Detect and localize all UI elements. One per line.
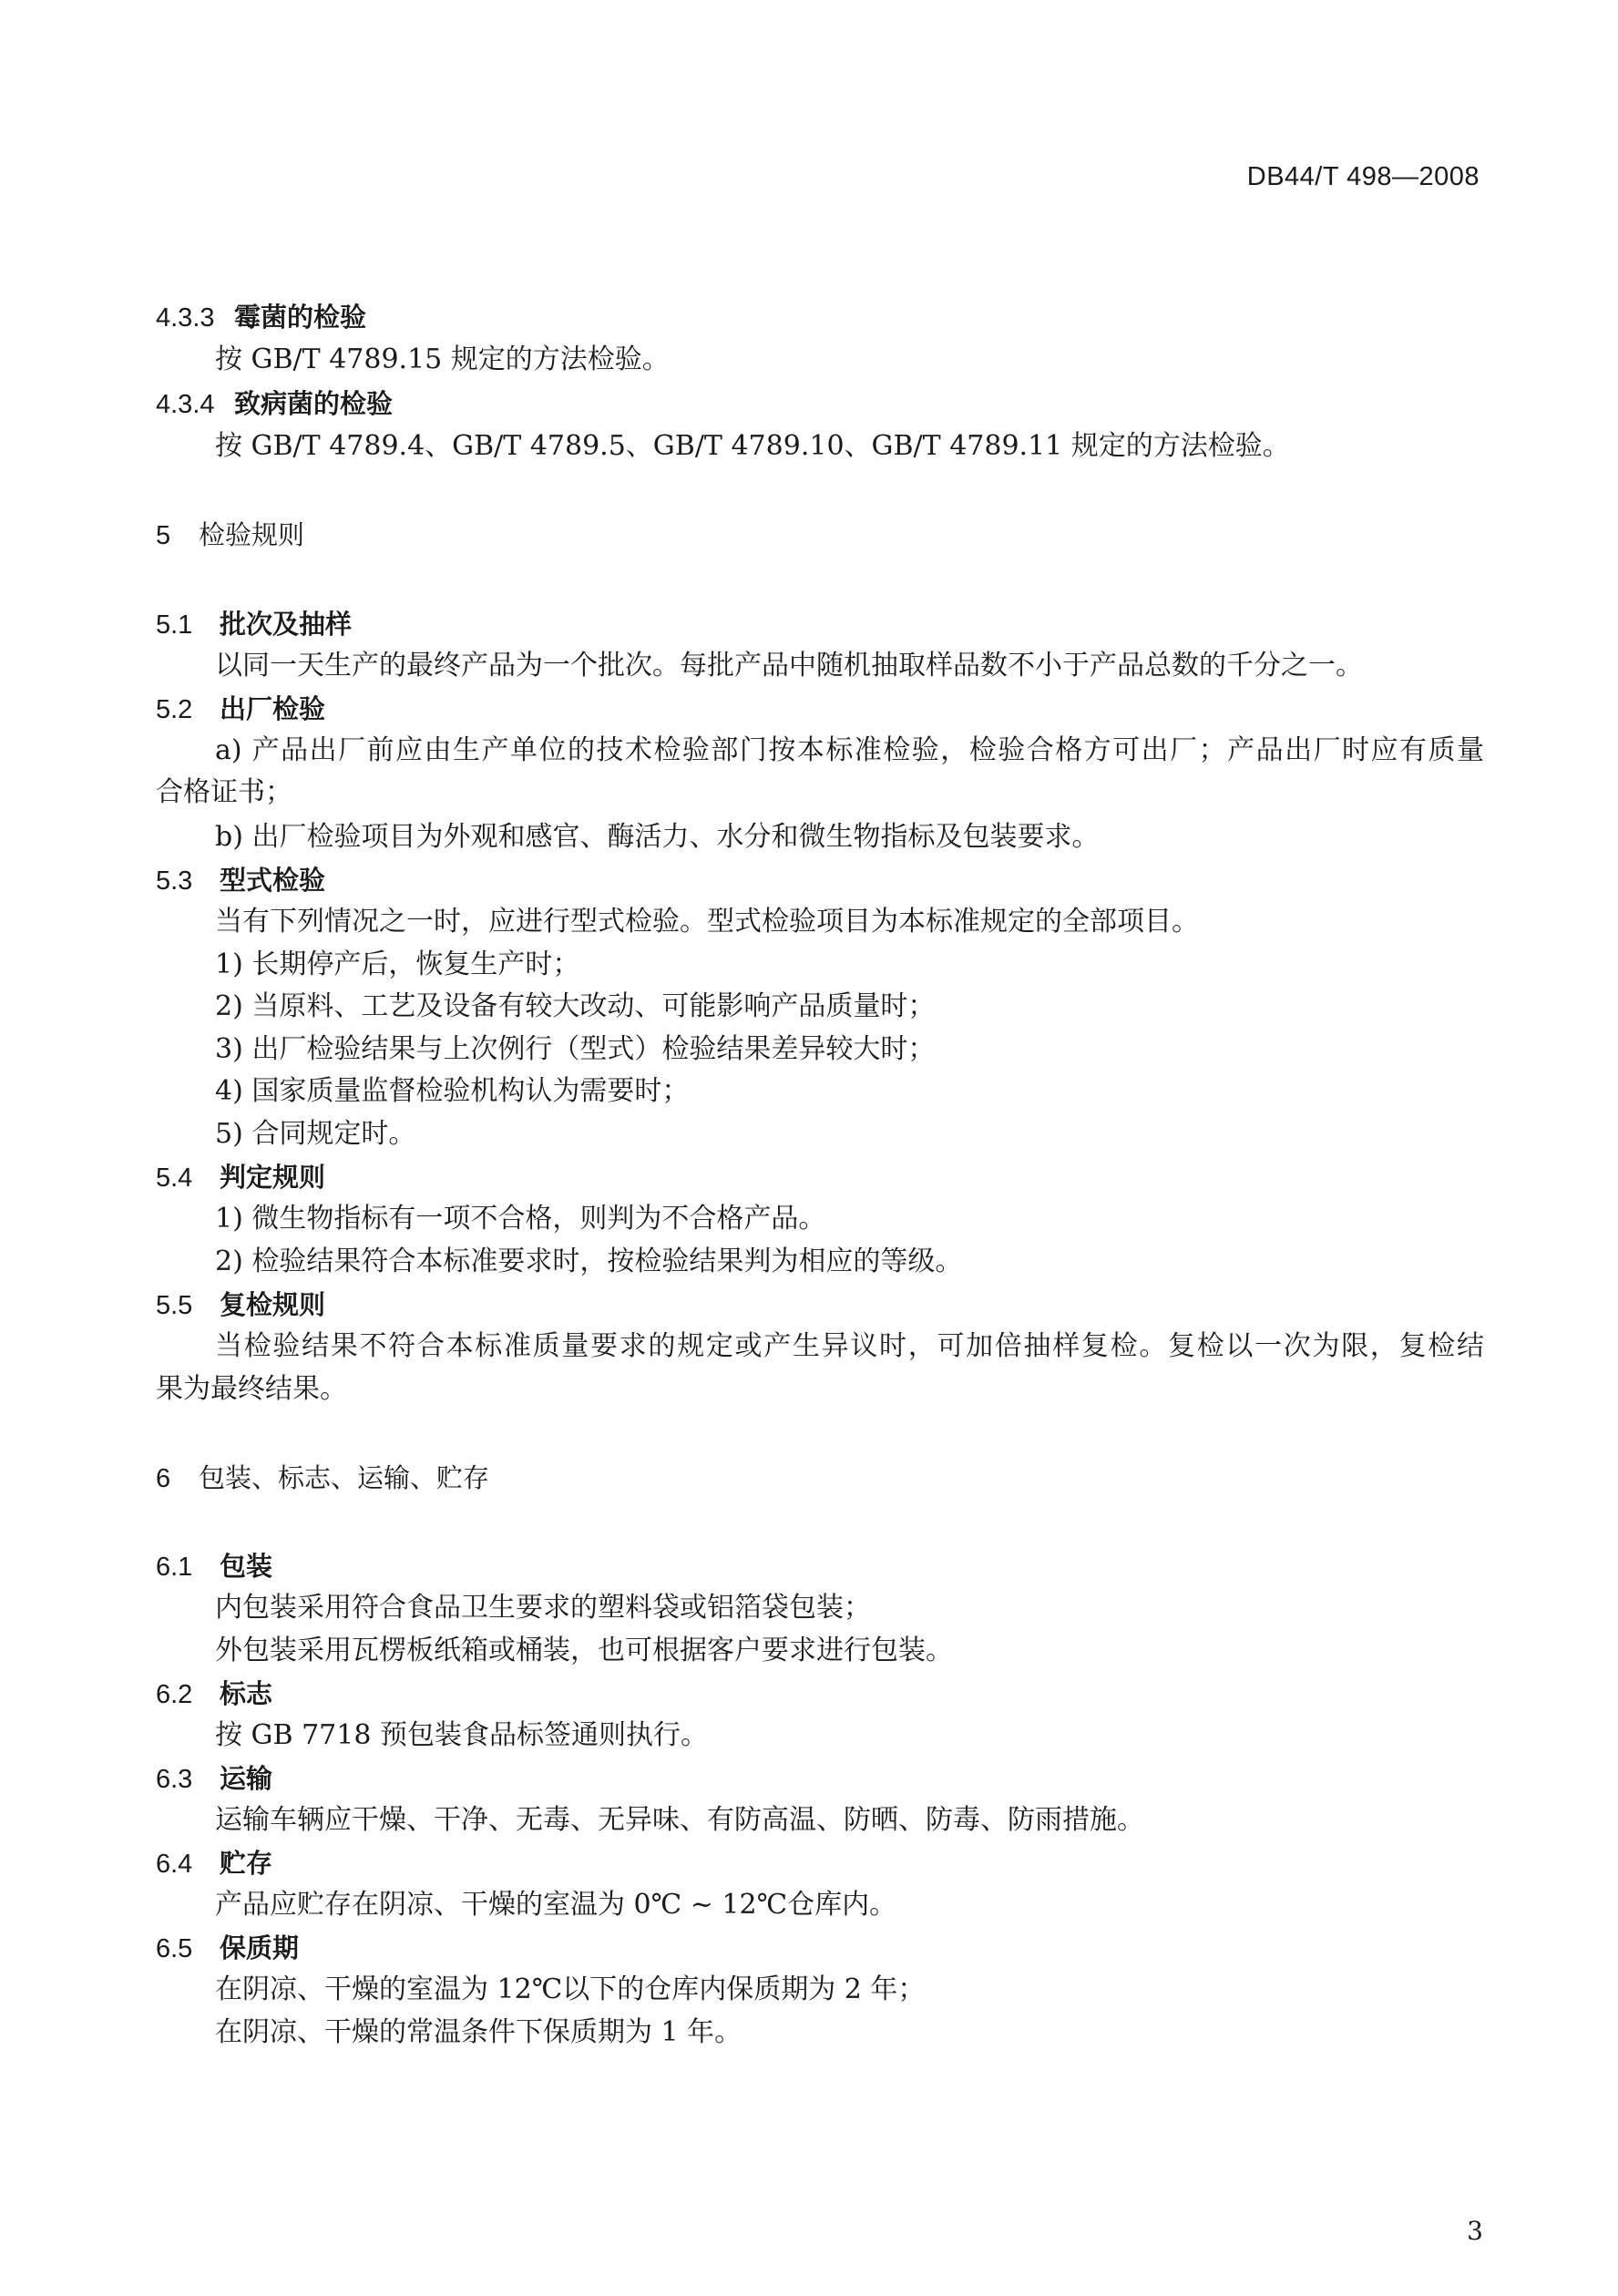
paragraph: 在阴凉、干燥的室温为 12℃以下的仓库内保质期为 2 年； bbox=[215, 1973, 926, 2005]
paragraph: 按 GB 7718 预包装食品标签通则执行。 bbox=[215, 1719, 708, 1751]
chapter-title: 包装、标志、运输、贮存 bbox=[199, 1462, 490, 1493]
clause-title: 判定规则 bbox=[220, 1162, 326, 1193]
clause-heading-4-3-3 bbox=[156, 299, 366, 336]
paragraph: 当有下列情况之一时，应进行型式检验。型式检验项目为本标准规定的全部项目。 bbox=[215, 906, 1199, 938]
clause-heading-6-3 bbox=[156, 1760, 272, 1798]
paragraph: 在阴凉、干燥的常温条件下保质期为 1 年。 bbox=[215, 2016, 742, 2048]
chapter-number: 5 bbox=[156, 521, 171, 550]
clause-title: 型式检验 bbox=[220, 865, 326, 896]
clause-number: 5.2 bbox=[156, 695, 193, 724]
chapter-title: 检验规则 bbox=[199, 519, 305, 550]
list-item: 3) 出厂检验结果与上次例行（型式）检验结果差异较大时； bbox=[215, 1033, 936, 1065]
clause-number: 6.1 bbox=[156, 1553, 193, 1582]
list-item: 1) 微生物指标有一项不合格，则判为不合格产品。 bbox=[215, 1203, 826, 1235]
clause-heading-5-4 bbox=[156, 1159, 325, 1196]
clause-number: 6.2 bbox=[156, 1680, 193, 1709]
clause-heading-5-2 bbox=[156, 691, 325, 728]
clause-heading-5-5 bbox=[156, 1286, 325, 1324]
clause-title: 标志 bbox=[220, 1678, 273, 1709]
chapter-number: 6 bbox=[156, 1464, 171, 1493]
list-item: a) 产品出厂前应由生产单位的技术检验部门按本标准检验，检验合格方可出厂；产品出厂时应有质量 bbox=[215, 734, 1484, 766]
paragraph: 当检验结果不符合本标准质量要求的规定或产生异议时，可加倍抽样复检。复检以一次为限，复检结 bbox=[215, 1330, 1484, 1362]
clause-number: 6.5 bbox=[156, 1934, 193, 1963]
list-item: 1) 长期停产后，恢复生产时； bbox=[215, 948, 580, 980]
clause-title: 霉菌的检验 bbox=[234, 302, 367, 333]
clause-heading-6-2 bbox=[156, 1676, 272, 1713]
clause-title: 贮存 bbox=[220, 1848, 273, 1879]
clause-number: 6.4 bbox=[156, 1850, 193, 1879]
paragraph: 内包装采用符合食品卫生要求的塑料袋或铝箔袋包装； bbox=[215, 1592, 871, 1624]
clause-title: 批次及抽样 bbox=[220, 609, 353, 640]
list-item: 5) 合同规定时。 bbox=[215, 1118, 416, 1150]
chapter-heading-6 bbox=[156, 1460, 489, 1497]
chapter-heading-5 bbox=[156, 517, 304, 554]
clause-title: 包装 bbox=[220, 1551, 273, 1582]
page-number: 3 bbox=[1467, 2216, 1483, 2246]
list-item-continuation: 合格证书； bbox=[156, 776, 292, 808]
paragraph: 以同一天生产的最终产品为一个批次。每批产品中随机抽取样品数不小于产品总数的千分之一。 bbox=[215, 650, 1363, 682]
clause-title: 致病菌的检验 bbox=[234, 388, 394, 419]
document-code: DB44/T 498—2008 bbox=[1246, 162, 1480, 191]
clause-heading-6-4 bbox=[156, 1845, 272, 1882]
paragraph: 外包装采用瓦楞板纸箱或桶装，也可根据客户要求进行包装。 bbox=[215, 1635, 953, 1666]
clause-number: 4.3.4 bbox=[156, 390, 215, 419]
list-item: 4) 国家质量监督检验机构认为需要时； bbox=[215, 1075, 690, 1107]
clause-title: 保质期 bbox=[220, 1932, 300, 1963]
list-item: 2) 当原料、工艺及设备有较大改动、可能影响产品质量时； bbox=[215, 990, 936, 1022]
clause-heading-6-5 bbox=[156, 1930, 299, 1967]
clause-title: 运输 bbox=[220, 1763, 273, 1794]
list-item: b) 出厂检验项目为外观和感官、酶活力、水分和微生物指标及包装要求。 bbox=[215, 821, 1100, 853]
paragraph: 按 GB/T 4789.15 规定的方法检验。 bbox=[215, 343, 670, 375]
paragraph: 按 GB/T 4789.4、GB/T 4789.5、GB/T 4789.10、GB/T 4789.11 规定的方法检验。 bbox=[215, 430, 1290, 462]
paragraph: 产品应贮存在阴凉、干燥的室温为 0℃ ~ 12℃仓库内。 bbox=[215, 1889, 897, 1921]
clause-number: 4.3.3 bbox=[156, 303, 215, 333]
clause-title: 出厂检验 bbox=[220, 693, 326, 724]
paragraph: 运输车辆应干燥、干净、无毒、无异味、有防高温、防晒、防毒、防雨措施。 bbox=[215, 1804, 1144, 1836]
list-item: 2) 检验结果符合本标准要求时，按检验结果判为相应的等级。 bbox=[215, 1245, 963, 1277]
clause-number: 5.5 bbox=[156, 1291, 193, 1320]
clause-heading-5-3 bbox=[156, 862, 325, 899]
paragraph-continuation: 果为最终结果。 bbox=[156, 1373, 347, 1405]
clause-heading-5-1 bbox=[156, 606, 352, 643]
clause-title: 复检规则 bbox=[220, 1289, 326, 1320]
clause-number: 5.4 bbox=[156, 1163, 193, 1193]
clause-number: 5.3 bbox=[156, 866, 193, 896]
clause-number: 5.1 bbox=[156, 610, 193, 640]
clause-heading-6-1 bbox=[156, 1548, 272, 1585]
clause-number: 6.3 bbox=[156, 1765, 193, 1794]
clause-heading-4-3-4 bbox=[156, 385, 393, 423]
